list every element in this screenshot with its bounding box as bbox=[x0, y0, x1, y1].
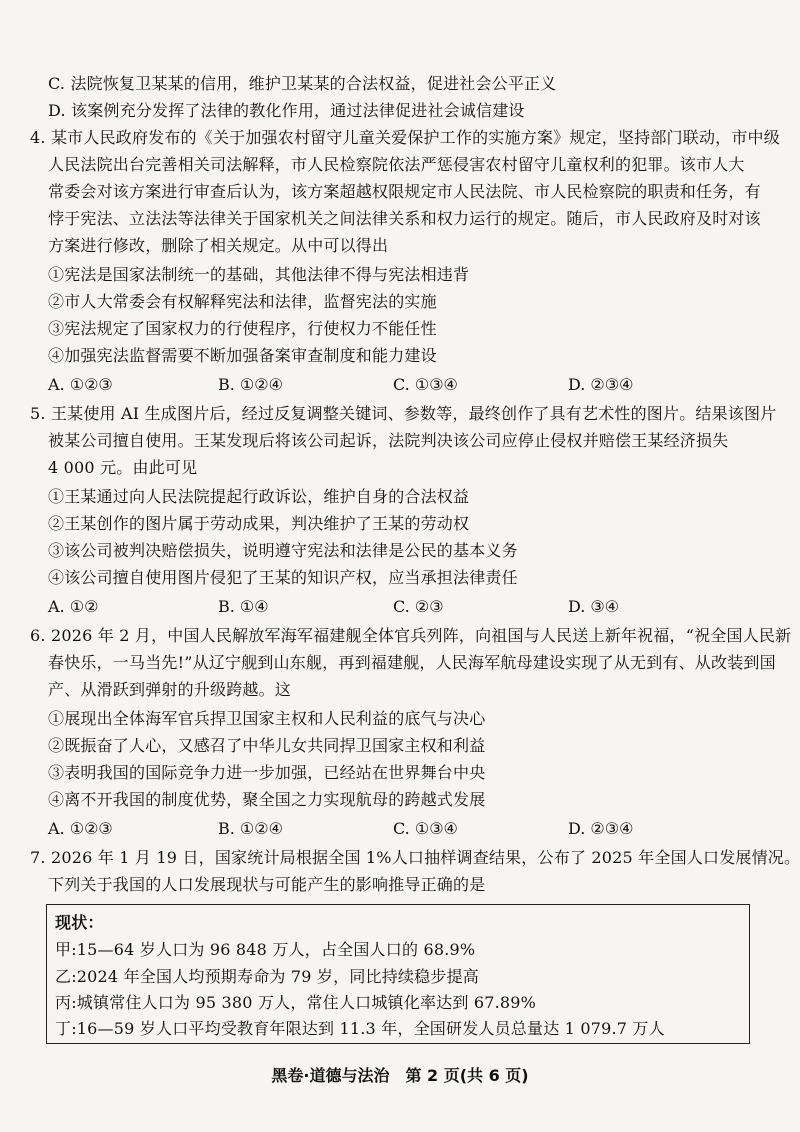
q4-stem-line-3: 常委会对该方案进行审查后认为，该方案超越权限规定市人民法院、市人民检察院的职责和任务，有 bbox=[48, 182, 761, 201]
q4-stem-line-2: 人民法院出台完善相关司法解释，市人民检察院依法严惩侵害农村留守儿童权利的犯罪。该市人大 bbox=[48, 155, 745, 174]
q7-stem-line-1: 7. 2026 年 1 月 19 日，国家统计局根据全国 1%人口抽样调查结果，公布了 2025 年全国人口发展情况。 bbox=[30, 848, 800, 867]
status-line-ding: 丁:16—59 岁人口平均受教育年限达到 11.3 年，全国研发人员总量达 1 079.7 万人 bbox=[55, 1019, 665, 1038]
status-box bbox=[46, 904, 750, 1044]
q5-item-1: ①王某通过向人民法院提起行政诉讼，维护自身的合法权益 bbox=[48, 487, 470, 506]
q3-option-d: D. 该案例充分发挥了法律的教化作用，通过法律促进社会诚信建设 bbox=[48, 101, 525, 120]
q6-option-b: B. ①②④ bbox=[218, 819, 283, 838]
q4-stem-line-4: 悖于宪法、立法法等法律关于国家机关之间法律关系和权力运行的规定。随后，市人民政府及时对该 bbox=[48, 209, 761, 228]
q6-option-d: D. ②③④ bbox=[568, 819, 634, 838]
q6-option-c: C. ①③④ bbox=[393, 819, 458, 838]
q4-stem-line-1: 4. 某市人民政府发布的《关于加强农村留守儿童关爱保护工作的实施方案》规定，坚持部门联动，市中级 bbox=[30, 128, 780, 147]
q5-option-a: A. ①② bbox=[48, 597, 99, 616]
q6-item-4: ④离不开我国的制度优势，聚全国之力实现航母的跨越式发展 bbox=[48, 790, 486, 809]
q5-item-3: ③该公司被判决赔偿损失，说明遵守宪法和法律是公民的基本义务 bbox=[48, 541, 518, 560]
q4-option-b: B. ①②④ bbox=[218, 375, 283, 394]
q4-item-3: ③宪法规定了国家权力的行使程序，行使权力不能任性 bbox=[48, 319, 437, 338]
q6-options bbox=[48, 817, 748, 841]
q6-item-3: ③表明我国的国际竞争力进一步加强，已经站在世界舞台中央 bbox=[48, 763, 486, 782]
q5-option-b: B. ①④ bbox=[218, 597, 269, 616]
q4-options bbox=[48, 373, 748, 397]
q3-option-c: C. 法院恢复卫某某的信用，维护卫某某的合法权益，促进社会公平正义 bbox=[48, 74, 557, 93]
status-line-yi: 乙:2024 年全国人均预期寿命为 79 岁，同比持续稳步提高 bbox=[55, 967, 479, 986]
q4-stem-line-5: 方案进行修改，删除了相关规定。从中可以得出 bbox=[48, 236, 389, 255]
q5-stem-line-1: 5. 王某使用 AI 生成图片后，经过反复调整关键词、参数等，最终创作了具有艺术性的图片。结果该图片 bbox=[30, 404, 777, 423]
q5-item-4: ④该公司擅自使用图片侵犯了王某的知识产权，应当承担法律责任 bbox=[48, 568, 518, 587]
q6-option-a: A. ①②③ bbox=[48, 819, 113, 838]
status-line-jia: 甲:15—64 岁人口为 96 848 万人，占全国人口的 68.9% bbox=[55, 940, 476, 959]
q7-stem-line-2: 下列关于我国的人口发展现状与可能产生的影响推导正确的是 bbox=[48, 875, 486, 894]
q6-stem-line-1: 6. 2026 年 2 月，中国人民解放军海军福建舰全体官兵列阵，向祖国与人民送上新年祝福，“祝全国人民新 bbox=[30, 626, 792, 645]
q6-stem-line-3: 产、从滑跃到弹射的升级跨越。这 bbox=[48, 680, 292, 699]
q6-item-1: ①展现出全体海军官兵捍卫国家主权和人民利益的底气与决心 bbox=[48, 709, 486, 728]
q4-item-1: ①宪法是国家法制统一的基础，其他法律不得与宪法相违背 bbox=[48, 265, 470, 284]
q5-option-c: C. ②③ bbox=[393, 597, 444, 616]
q4-item-2: ②市人大常委会有权解释宪法和法律，监督宪法的实施 bbox=[48, 292, 437, 311]
q5-stem-line-2: 被某公司擅自使用。王某发现后将该公司起诉，法院判决该公司应停止侵权并赔偿王某经济损失 bbox=[48, 431, 729, 450]
status-line-bing: 丙:城镇常住人口为 95 380 万人，常住人口城镇化率达到 67.89% bbox=[55, 993, 537, 1012]
q4-item-4: ④加强宪法监督需要不断加强备案审查制度和能力建设 bbox=[48, 346, 437, 365]
q5-stem-line-3: 4 000 元。由此可见 bbox=[48, 458, 198, 477]
q6-stem-line-2: 春快乐，一马当先!”从辽宁舰到山东舰，再到福建舰，人民海军航母建设实现了从无到有、从改装到国 bbox=[48, 653, 776, 672]
status-box-title: 现状： bbox=[55, 913, 104, 932]
page-footer: 黑卷·道德与法治 第 2 页(共 6 页) bbox=[271, 1066, 529, 1085]
q6-item-2: ②既振奋了人心，又感召了中华儿女共同捍卫国家主权和利益 bbox=[48, 736, 486, 755]
q5-option-d: D. ③④ bbox=[568, 597, 620, 616]
q4-option-d: D. ②③④ bbox=[568, 375, 634, 394]
q4-option-c: C. ①③④ bbox=[393, 375, 458, 394]
q4-option-a: A. ①②③ bbox=[48, 375, 113, 394]
q5-item-2: ②王某创作的图片属于劳动成果，判决维护了王某的劳动权 bbox=[48, 514, 470, 533]
q5-options bbox=[48, 595, 748, 619]
